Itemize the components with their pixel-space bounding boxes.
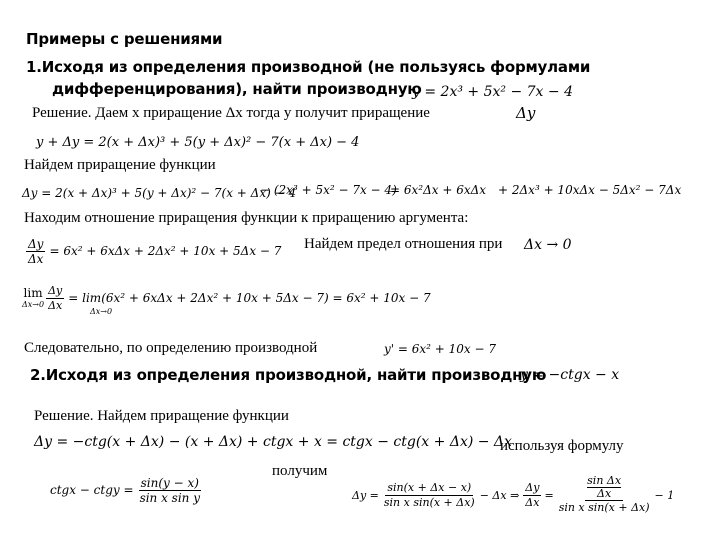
example1-ratio-rhs: = 6x² + 6xΔx + 2Δx² + 10x + 5Δx − 7 (49, 244, 282, 258)
example1-lim-rhs: = lim(6x² + 6xΔx + 2Δx² + 10x + 5Δx − 7) = 6x² + 10x − 7 (68, 291, 431, 305)
example1-lim-operator (22, 287, 44, 309)
example2-result-lhs: Δy = (352, 488, 379, 502)
example2-get-text: получим (272, 463, 328, 479)
example2-result-big-num (585, 475, 623, 501)
example2-increment: Δy = −ctg(x + Δx) − (x + Δx) + ctgx + x = ctgx − ctg(x + Δx) − Δx (34, 434, 512, 450)
example2-result-den: sin x sin(x + Δx) (383, 495, 475, 509)
example2-result-num: sin(x + Δx − x) (387, 480, 472, 494)
example2-result-big-num-top: sin Δx (587, 474, 622, 487)
example1-increment-part3: = 6x²Δx + 6xΔx (390, 183, 487, 197)
example1-heading-line2: дифференцирования), найти производную (52, 80, 422, 98)
example2-result-ratio-num: Δy (525, 480, 540, 494)
example2-formula-fraction (138, 476, 202, 505)
example2-formula-num: sin(y − x) (140, 475, 199, 490)
example1-lim-fraction (46, 284, 64, 313)
example2-result-tail: − 1 (654, 488, 675, 502)
example1-solution-text: Решение. Даем x приращение Δx тогда y получит приращение (32, 105, 430, 121)
example2-result-big-fraction (557, 475, 652, 515)
example2-result-fraction (382, 481, 477, 510)
example2-result (352, 472, 674, 518)
example1-lim-subscript: Δx→0 (22, 300, 45, 309)
example2-using-formula: используя формулу (500, 438, 624, 454)
example2-result-big-num-bot: Δx (597, 487, 612, 500)
example1-function: y = 2x³ + 5x² − 7x − 4 (412, 84, 573, 100)
example1-lim-den: Δx (48, 298, 63, 312)
example1-lim-word: lim (23, 286, 43, 300)
example1-limit-condition: Δx → 0 (524, 237, 572, 253)
example2-result-ratio-den: Δx (525, 495, 540, 509)
example1-limit-expression (22, 281, 431, 315)
example1-ratio-fraction (26, 237, 45, 266)
example2-result-mid: − Δx ⇒ (479, 488, 520, 502)
example1-limit-text: Найдем предел отношения при (304, 236, 503, 252)
example1-ratio-text: Находим отношение приращения функции к приращению аргумента: (24, 210, 469, 226)
example1-lim-num: Δy (48, 283, 63, 297)
example1-derivative: y' = 6x² + 10x − 7 (384, 342, 497, 356)
page-title: Примеры с решениями (26, 30, 223, 48)
example2-function: y = −ctgx − x (520, 367, 620, 383)
example1-lim-subscript2: Δx→0 (90, 307, 113, 316)
example1-increment-part4: + 2Δx³ + 10xΔx − 5Δx² − 7Δx (498, 183, 682, 197)
example1-ratio-den: Δx (28, 251, 44, 266)
example1-ratio-expression (26, 233, 281, 269)
example1-increment-part1: Δy = 2(x + Δx)³ + 5(y + Δx)² − 7(x + Δx) − 4 (22, 186, 297, 200)
example2-heading: 2.Исходя из определения производной, найти производную (30, 366, 547, 384)
example2-formula (50, 470, 202, 510)
example1-conclusion: Следовательно, по определению производной (24, 340, 318, 356)
example2-formula-lhs: ctgx − ctgy = (50, 483, 134, 497)
example1-increment-part2: − (2x³ + 5x² − 7x − 4) (260, 183, 397, 197)
example1-ratio-num: Δy (28, 236, 44, 251)
example2-formula-den: sin x sin y (139, 490, 201, 505)
example1-find-increment-text: Найдем приращение функции (24, 157, 216, 173)
example2-result-big-den: sin x sin(x + Δx) (558, 501, 650, 514)
example1-heading-line1: 1.Исходя из определения производной (не пользуясь формулами (26, 58, 591, 76)
example2-result-eq: = (544, 488, 554, 502)
example1-incremented-function: y + Δy = 2(x + Δx)³ + 5(y + Δx)² − 7(x + Δx) − 4 (36, 135, 360, 150)
example2-result-ratio (523, 481, 541, 510)
example2-solution-text: Решение. Найдем приращение функции (34, 408, 289, 424)
example1-delta-y: Δy (516, 104, 536, 122)
